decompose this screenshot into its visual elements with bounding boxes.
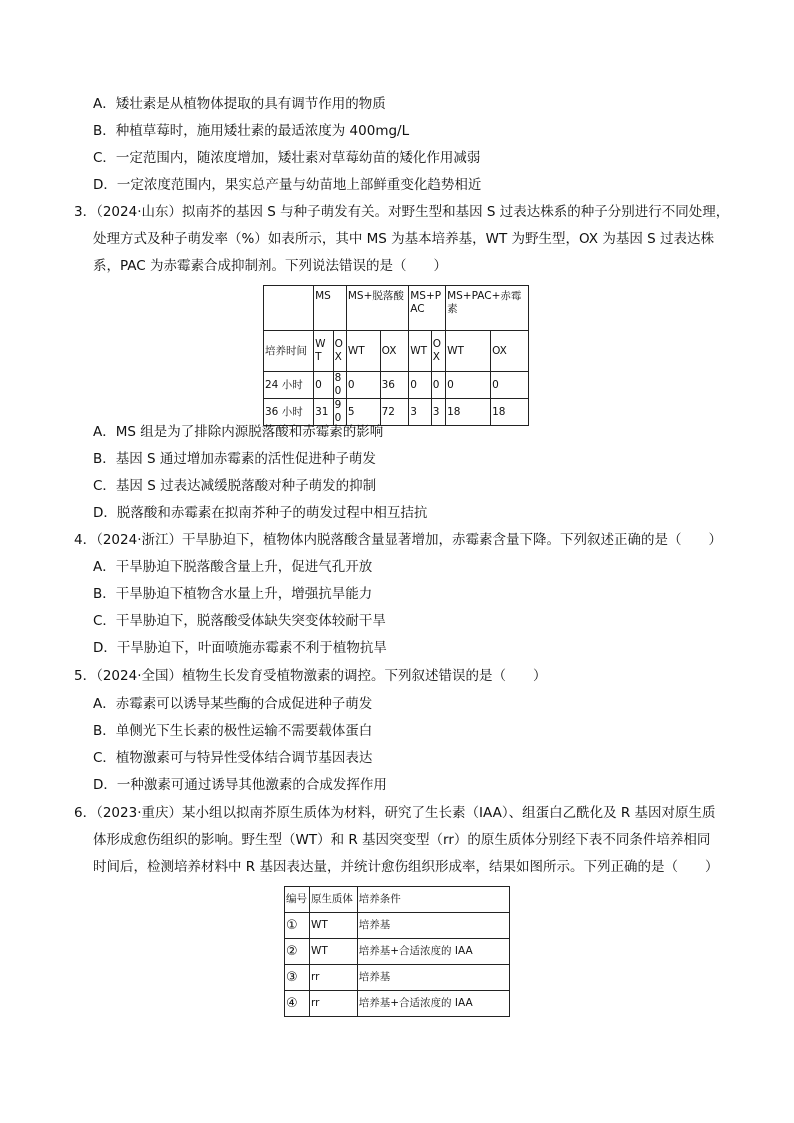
table-row bbox=[285, 965, 510, 991]
q3-stem-line-1: 3．（2024·山东）拟南芥的基因 S 与种子萌发有关。对野生型和基因 S 过表达株系的种子分别进行不同处理， bbox=[74, 204, 730, 220]
q3-stem-line-2: 处理方式及种子萌发率（%）如表所示，其中 MS 为基本培养基，WT 为野生型，OX 为基因 S 过表达株 bbox=[93, 231, 714, 247]
q4-stem: 4．（2024·浙江）干旱胁迫下，植物体内脱落酸含量显著增加，赤霉素含量下降。下列叙述正确的是（ ） bbox=[74, 532, 722, 548]
table-cell: 0 bbox=[346, 372, 380, 399]
q3-option-c: C．基因 S 过表达减缓脱落酸对种子萌发的抑制 bbox=[93, 478, 377, 494]
table-subheader-row bbox=[264, 331, 529, 372]
table-header-cell: MS+PAC+赤霉素 bbox=[446, 286, 529, 331]
table-row bbox=[264, 372, 529, 399]
q2-option-b: B．种植草莓时，施用矮壮素的最适浓度为 400mg/L bbox=[93, 123, 410, 139]
table-header-cell: OX bbox=[491, 331, 529, 372]
table-header-cell: WT bbox=[346, 331, 380, 372]
table-cell: 18 bbox=[446, 399, 491, 426]
q2-option-d: D．一定浓度范围内，果实总产量与幼苗地上部鲜重变化趋势相近 bbox=[93, 177, 482, 193]
table-header-cell: WT bbox=[409, 331, 432, 372]
table-cell: ① bbox=[285, 913, 310, 939]
table-cell: 0 bbox=[431, 372, 445, 399]
table-row bbox=[285, 991, 510, 1017]
table-cell: 72 bbox=[380, 399, 409, 426]
table-header-cell: OX bbox=[380, 331, 409, 372]
q6-conditions-table bbox=[284, 886, 510, 1017]
q3-stem-line-3: 系，PAC 为赤霉素合成抑制剂。下列说法错误的是（ ） bbox=[93, 258, 447, 274]
table-header-cell: WT bbox=[446, 331, 491, 372]
table-cell: 0 bbox=[409, 372, 432, 399]
table-header-cell: 培养时间 bbox=[264, 331, 314, 372]
q2-option-c: C．一定范围内，随浓度增加，矮壮素对草莓幼苗的矮化作用减弱 bbox=[93, 150, 481, 166]
q4-option-d: D．干旱胁迫下，叶面喷施赤霉素不利于植物抗旱 bbox=[93, 640, 387, 656]
table-header-row bbox=[285, 887, 510, 913]
table-cell bbox=[264, 286, 314, 331]
table-header-cell: 编号 bbox=[285, 887, 310, 913]
table-header-cell: MS bbox=[314, 286, 347, 331]
table-cell: 80 bbox=[333, 372, 346, 399]
table-header-cell: WT bbox=[314, 331, 333, 372]
q4-option-c: C．干旱胁迫下，脱落酸受体缺失突变体较耐干旱 bbox=[93, 613, 386, 629]
table-row bbox=[285, 939, 510, 965]
table-cell: 36 bbox=[380, 372, 409, 399]
table-cell: 0 bbox=[446, 372, 491, 399]
table-cell: 0 bbox=[314, 372, 333, 399]
q3-option-b: B．基因 S 通过增加赤霉素的活性促进种子萌发 bbox=[93, 451, 376, 467]
table-cell: 3 bbox=[431, 399, 445, 426]
q3-option-a: A．MS 组是为了排除内源脱落酸和赤霉素的影响 bbox=[93, 424, 384, 440]
table-header-cell: MS+脱落酸 bbox=[346, 286, 408, 331]
q6-stem-line-2: 体形成愈伤组织的影响。野生型（WT）和 R 基因突变型（rr）的原生质体分别经下表不同条件培养相同 bbox=[93, 832, 711, 848]
table-cell: 培养基 bbox=[357, 913, 509, 939]
q5-stem: 5．（2024·全国）植物生长发育受植物激素的调控。下列叙述错误的是（ ） bbox=[74, 668, 547, 684]
table-cell: WT bbox=[309, 939, 357, 965]
table-cell: WT bbox=[309, 913, 357, 939]
table-cell: ④ bbox=[285, 991, 310, 1017]
table-header-cell: MS+PAC bbox=[409, 286, 446, 331]
table-cell: 培养基+合适浓度的 IAA bbox=[357, 991, 509, 1017]
table-cell: 培养基 bbox=[357, 965, 509, 991]
table-cell: 90 bbox=[333, 399, 346, 426]
q3-germination-table bbox=[263, 285, 529, 426]
table-header-cell: OX bbox=[431, 331, 445, 372]
q2-option-a: A．矮壮素是从植物体提取的具有调节作用的物质 bbox=[93, 96, 386, 112]
table-cell: 24 小时 bbox=[264, 372, 314, 399]
q4-option-b: B．干旱胁迫下植物含水量上升，增强抗旱能力 bbox=[93, 586, 373, 602]
table-header-cell: OX bbox=[333, 331, 346, 372]
q5-option-c: C．植物激素可与特异性受体结合调节基因表达 bbox=[93, 750, 373, 766]
table-row bbox=[285, 913, 510, 939]
table-cell: ② bbox=[285, 939, 310, 965]
q4-option-a: A．干旱胁迫下脱落酸含量上升，促进气孔开放 bbox=[93, 559, 373, 575]
table-cell: 3 bbox=[409, 399, 432, 426]
q3-option-d: D．脱落酸和赤霉素在拟南芥种子的萌发过程中相互拮抗 bbox=[93, 505, 428, 521]
table-header-cell: 培养条件 bbox=[357, 887, 509, 913]
table-cell: 5 bbox=[346, 399, 380, 426]
table-header-row bbox=[264, 286, 529, 331]
table-cell: rr bbox=[309, 991, 357, 1017]
table-cell: 31 bbox=[314, 399, 333, 426]
q6-stem-line-1: 6．（2023·重庆）某小组以拟南芥原生质体为材料，研究了生长素（IAA）、组蛋白乙酰化及 R 基因对原生质 bbox=[74, 805, 716, 821]
q5-option-d: D．一种激素可通过诱导其他激素的合成发挥作用 bbox=[93, 777, 387, 793]
table-header-cell: 原生质体 bbox=[309, 887, 357, 913]
table-cell: ③ bbox=[285, 965, 310, 991]
table-cell: 18 bbox=[491, 399, 529, 426]
table-cell: 培养基+合适浓度的 IAA bbox=[357, 939, 509, 965]
q5-option-a: A．赤霉素可以诱导某些酶的合成促进种子萌发 bbox=[93, 696, 373, 712]
q5-option-b: B．单侧光下生长素的极性运输不需要载体蛋白 bbox=[93, 723, 373, 739]
table-cell: 36 小时 bbox=[264, 399, 314, 426]
table-cell: 0 bbox=[491, 372, 529, 399]
table-cell: rr bbox=[309, 965, 357, 991]
q6-stem-line-3: 时间后，检测培养材料中 R 基因表达量，并统计愈伤组织形成率，结果如图所示。下列正确的是（ ） bbox=[93, 859, 719, 875]
